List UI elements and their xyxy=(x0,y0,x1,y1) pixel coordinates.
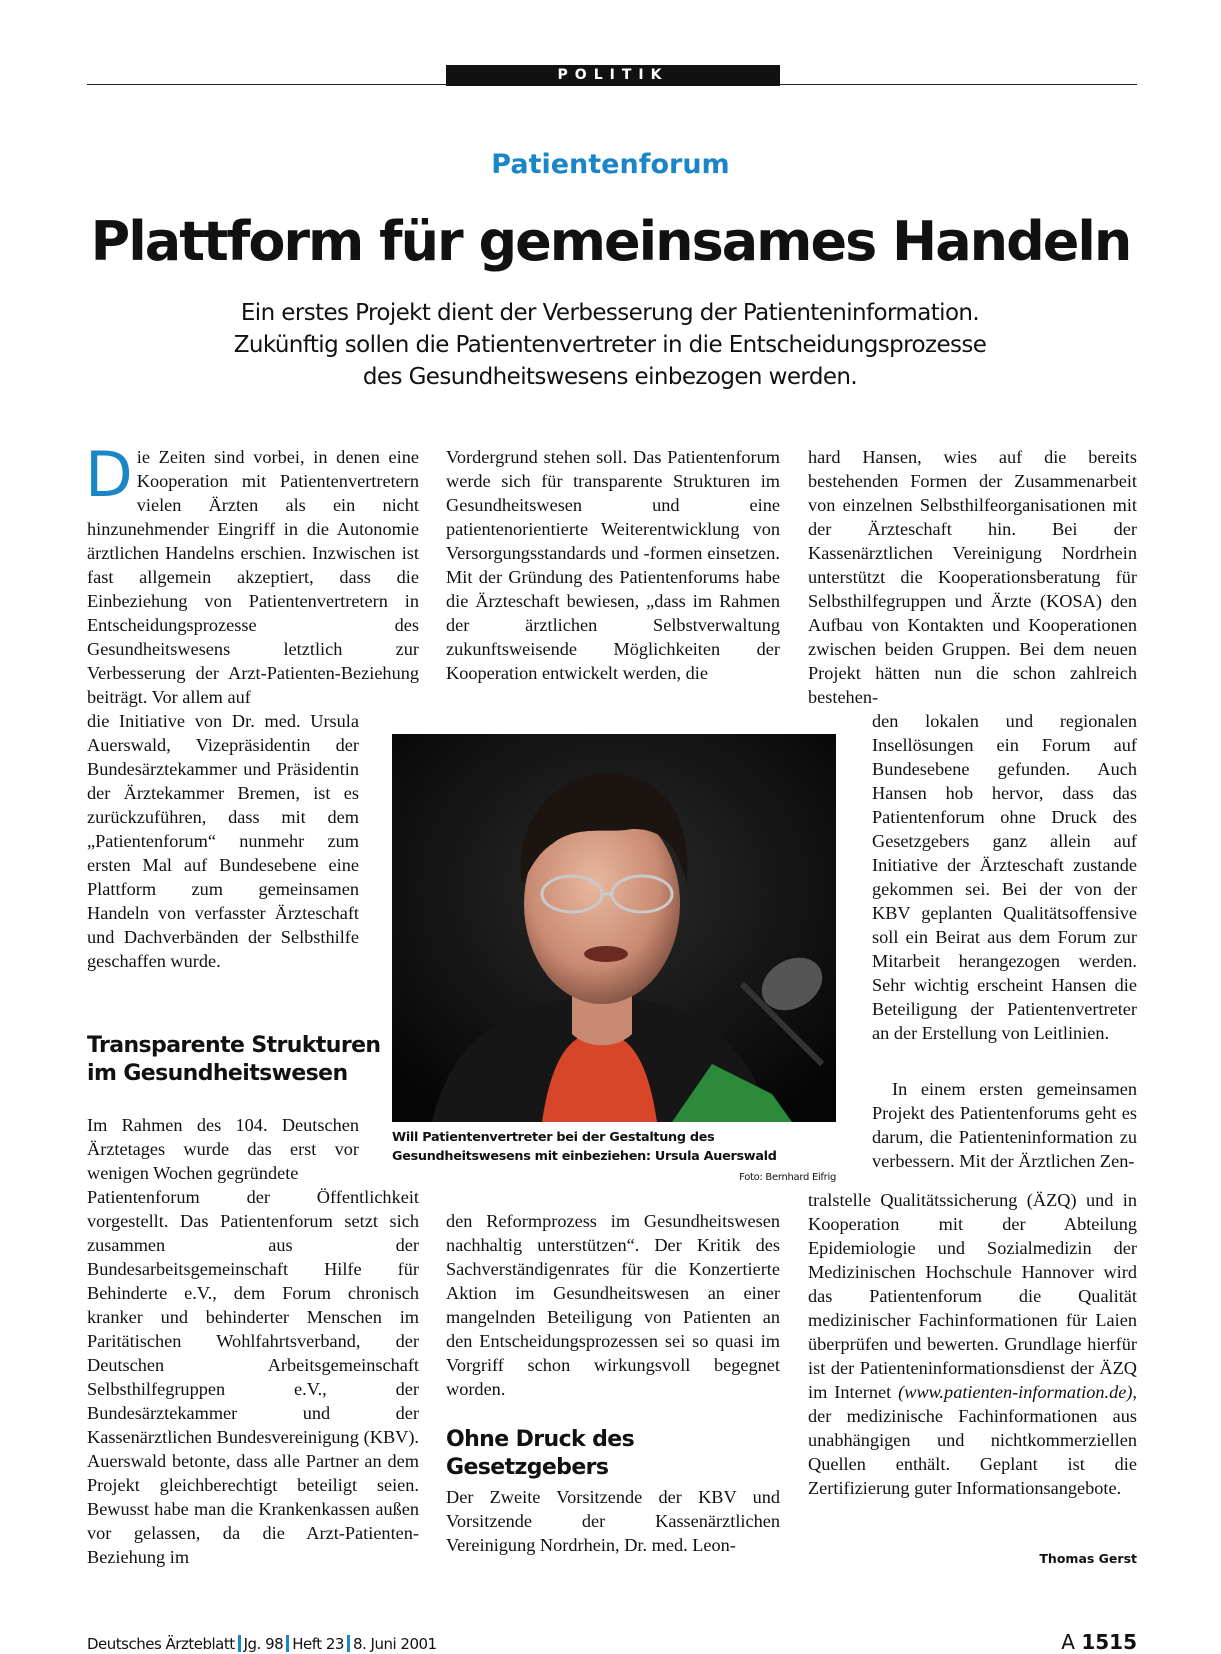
lede-line: des Gesundheitswesens einbezogen werden. xyxy=(362,364,858,390)
journal-name: Deutsches Ärzteblatt xyxy=(87,1635,235,1653)
column-1-paragraph-2a: Im Rahmen des 104. Deutschen Ärztetages wurde das erst vor wenigen Wochen gegründete xyxy=(87,1115,359,1183)
divider xyxy=(286,1635,289,1652)
column-1-paragraph-2b: Patientenforum der Öffentlichkeit vorgestellt. Das Patientenforum setzt sich zusammen aus der Bundesarbeitsgemeinschaft Hilfe für Behinderte e.V., dem Forum chronisch kranker und behinderter Menschen im Paritätischen Wohlfahrtsverband, der Deutschen Arbeitsgemeinschaft Selbsthilfegruppen e.V., der Bundesärztekammer und der Kassenärztlichen Bundesvereinigung (KBV). Auerswald betonte, dass alle Partner an dem Projekt gleichberechtigt beteiligt seien. Bewusst habe man die Krankenkassen außen vor gelassen, da die Arzt-Patienten-Beziehung im xyxy=(87,1187,419,1567)
article-kicker: Patientenforum xyxy=(491,149,730,180)
journal-date: 8. Juni 2001 xyxy=(352,1635,437,1653)
section-label: POLITIK xyxy=(446,65,780,86)
paragraph-text: tralstelle Qualitätssicherung (ÄZQ) und in Kooperation mit der Abteilung Epidemiologie und Sozialmedizin der Medizinischen Hochschule Hannover wird das Patientenforum die Qualität medizinischer Fachinformationen für Laien überprüfen und bewerten. Grundlage hierfür ist der Patienteninformationsdienst der ÄZQ im Internet xyxy=(808,1190,1137,1402)
portrait-illustration xyxy=(392,734,836,1122)
column-1-paragraph-1b: die Initiative von Dr. med. Ursula Auerswald, Vizepräsidentin der Bundesärztekammer und Präsidentin der Ärztekammer Bremen, ist es zurückzuführen, dass mit dem „Patientenforum“ nunmehr zum ersten Mal auf Bundesebene eine Plattform zum gemeinsamen Handeln von verfasster Ärzteschaft und Dachverbänden der Selbsthilfe geschaffen wurde. xyxy=(87,711,359,971)
lede-line: Ein erstes Projekt dient der Verbesserung der Patienteninformation. xyxy=(240,300,980,326)
column-1-beside-photo xyxy=(87,709,359,973)
footer-citation xyxy=(87,1635,437,1653)
website-link[interactable]: (www.patienten-information.de), xyxy=(898,1382,1137,1402)
photo-credit: Foto: Bernhard Eifrig xyxy=(739,1172,836,1183)
photo-ursula-auerswald xyxy=(392,734,836,1122)
column-2-paragraph-3: Der Zweite Vorsitzende der KBV und Vorsitzende der Kassenärztlichen Vereinigung Nordrhein, Dr. med. Leon- xyxy=(446,1487,780,1555)
column-3-paragraph-2a: In einem ersten gemeinsamen Projekt des Patientenforums geht es darum, die Patienteninformation zu verbessern. Mit der Ärztlichen Zen- xyxy=(872,1079,1137,1171)
article-author: Thomas Gerst xyxy=(1039,1551,1137,1566)
page-prefix: A xyxy=(1061,1630,1075,1654)
page-number-value: 1515 xyxy=(1081,1630,1137,1654)
drop-cap: D xyxy=(85,438,133,511)
paragraph-text: der medizinische Fachinformationen aus unabhängigen und nichtkommerziellen Quellen enthält. Geplant ist die Zertifizierung guter Informationsangebote. xyxy=(808,1406,1137,1498)
article-lede xyxy=(160,297,1060,393)
column-1-paragraph-1: ie Zeiten sind vorbei, in denen eine Kooperation mit Patientenvertretern vielen Ärzten als ein nicht hinzunehmender Eingriff in die Autonomie ärztlichen Handelns erschien. Inzwischen ist fast allgemein akzeptiert, dass die Einbeziehung von Patientenvertretern in Entscheidungsprozesse des Gesundheitswesens letztlich zur Verbesserung der Arzt-Patienten-Beziehung beiträgt. Vor allem auf xyxy=(87,447,419,707)
divider xyxy=(238,1635,241,1652)
article-title: Plattform für gemeinsames Handeln xyxy=(90,210,1131,273)
lede-line: Zukünftig sollen die Patientenvertreter in die Entscheidungsprozesse xyxy=(233,332,987,358)
column-2-paragraph-1: Vordergrund stehen soll. Das Patientenforum werde sich für transparente Strukturen im Gesundheitswesen und eine patientenorientierte Weiterentwicklung von Versorgungsstandards und -formen einsetzen. Mit der Gründung des Patientenforums habe die Ärzteschaft bewiesen, „dass im Rahmen der ärztlichen Selbstverwaltung zukunftsweisende Möglichkeiten der Kooperation entwickelt werden, die xyxy=(446,447,780,683)
journal-volume: Jg. 98 xyxy=(243,1635,284,1653)
journal-issue: Heft 23 xyxy=(292,1635,344,1653)
photo-caption xyxy=(392,1128,836,1187)
page-number xyxy=(1061,1630,1137,1654)
caption-text: Will Patientenvertreter bei der Gestaltung des Gesundheitswesens mit einbeziehen: Ursula Auerswald xyxy=(392,1130,777,1164)
column-1-top xyxy=(85,438,419,709)
column-2-paragraph-2: den Reformprozess im Gesundheitswesen nachhaltig unterstützen“. Der Kritik des Sachverständigenrates für die Konzertierte Aktion im Gesundheitswesen an einer mangelnden Beteiligung von Patienten an den Entscheidungsprozessen sei so quasi im Vorgriff schon wirkungsvoll begegnet worden. xyxy=(446,1211,780,1399)
column-3-paragraph-1b: den lokalen und regionalen Insellösungen ein Forum auf Bundesebene gefunden. Auch Hansen hob hervor, dass das Patientenforum ohne Druck des Gesetzgebers ganz allein auf Initiative der Ärzteschaft zustande gekommen sei. Bei der von der KBV geplanten Qualitätsoffensive soll ein Beirat aus dem Forum zur Mitarbeit herangezogen werden. Sehr wichtig erscheint Hansen die Beteiligung der Patientenvertreter an der Erstellung von Leitlinien. xyxy=(872,711,1137,1043)
column-3-paragraph-2b xyxy=(808,1188,1137,1500)
column-3-paragraph-1a: hard Hansen, wies auf die bereits bestehenden Formen der Zusammenarbeit von einzelnen Selbsthilfeorganisationen mit der Ärzteschaft hin. Bei der Kassenärztlichen Vereinigung Nordrhein unterstützt die Kooperationsberatung für Selbsthilfegruppen und Ärzte (KOSA) den Aufbau von Kontakten und Kooperationen zwischen beiden Gruppen. Bei dem neuen Projekt hätten nun die schon zahlreich bestehen- xyxy=(808,447,1137,707)
subhead-transparente-strukturen: Transparente Strukturen im Gesundheitswesen xyxy=(87,1033,381,1086)
divider xyxy=(347,1635,350,1652)
subhead-ohne-druck: Ohne Druck des Gesetzgebers xyxy=(446,1427,635,1480)
